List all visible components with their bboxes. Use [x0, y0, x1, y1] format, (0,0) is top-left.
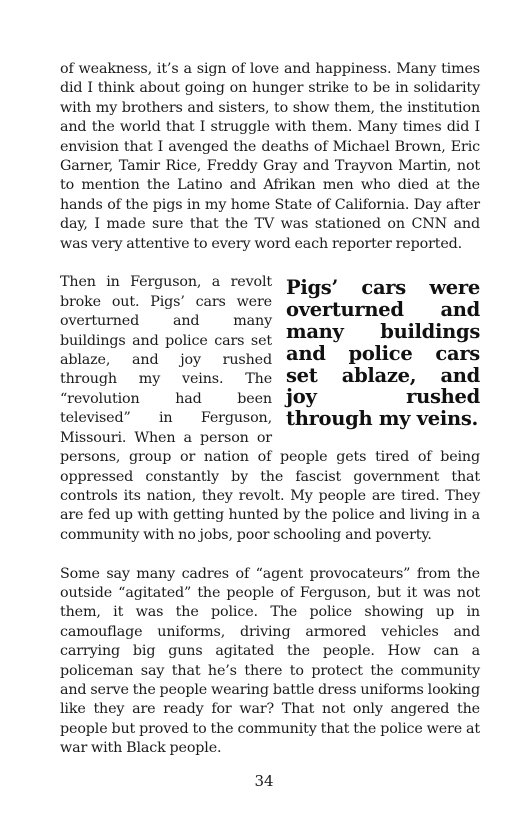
paragraph-ferguson: Then in Ferguson, a revolt broke out. Pigs’ cars were overturned and many buildings and police cars set ablaze, and joy rushed through my veins. The “revolution had been televised” in Ferguson, Missouri. When a person or persons, group or nation of people gets tired of being oppressed constantly by the fascist government that controls its nation, they revolt. My people are tired. They are fed up with getting hunted by the police and living in a community with no jobs, poor schooling and poverty. — [60, 274, 480, 543]
paragraph-agitators: Some say many cadres of “agent provocateurs” from the outside “agitated” the people of Ferguson, but it was not them, it was the police. The police showing up in camouflage uniforms, driving armored vehicles and carrying big guns agitated the people. How can a policeman say that he’s there to protect the community and serve the people wearing battle dress uniforms looking like they are ready for war? That not only angered the people but proved to the community that the police were at war with Black people. — [60, 565, 480, 757]
page-number: 34 — [254, 772, 274, 790]
paragraph-continued: of weakness, it’s a sign of love and happiness. Many times did I think about going on hunger strike to be in solidarity with my brothers and sisters, to show them, the institution and the world that I struggle with them. Many times did I envision that I avenged the deaths of Michael Brown, Eric Garner, Tamir Rice, Freddy Gray and Trayvon Martin, not to mention the Latino and Afrikan men who died at the hands of the pigs in my home State of California. Day after day, I made sure that the TV was stationed on CNN and was very attentive to every word each reporter reported. — [60, 61, 480, 252]
pull-quote: Pigs’ cars were overturned and many buildings and police cars set ablaze, and joy rushed through my veins. — [286, 276, 480, 431]
paragraph-gap — [60, 254, 480, 273]
page-body — [60, 60, 480, 759]
paragraph-gap — [60, 545, 480, 564]
